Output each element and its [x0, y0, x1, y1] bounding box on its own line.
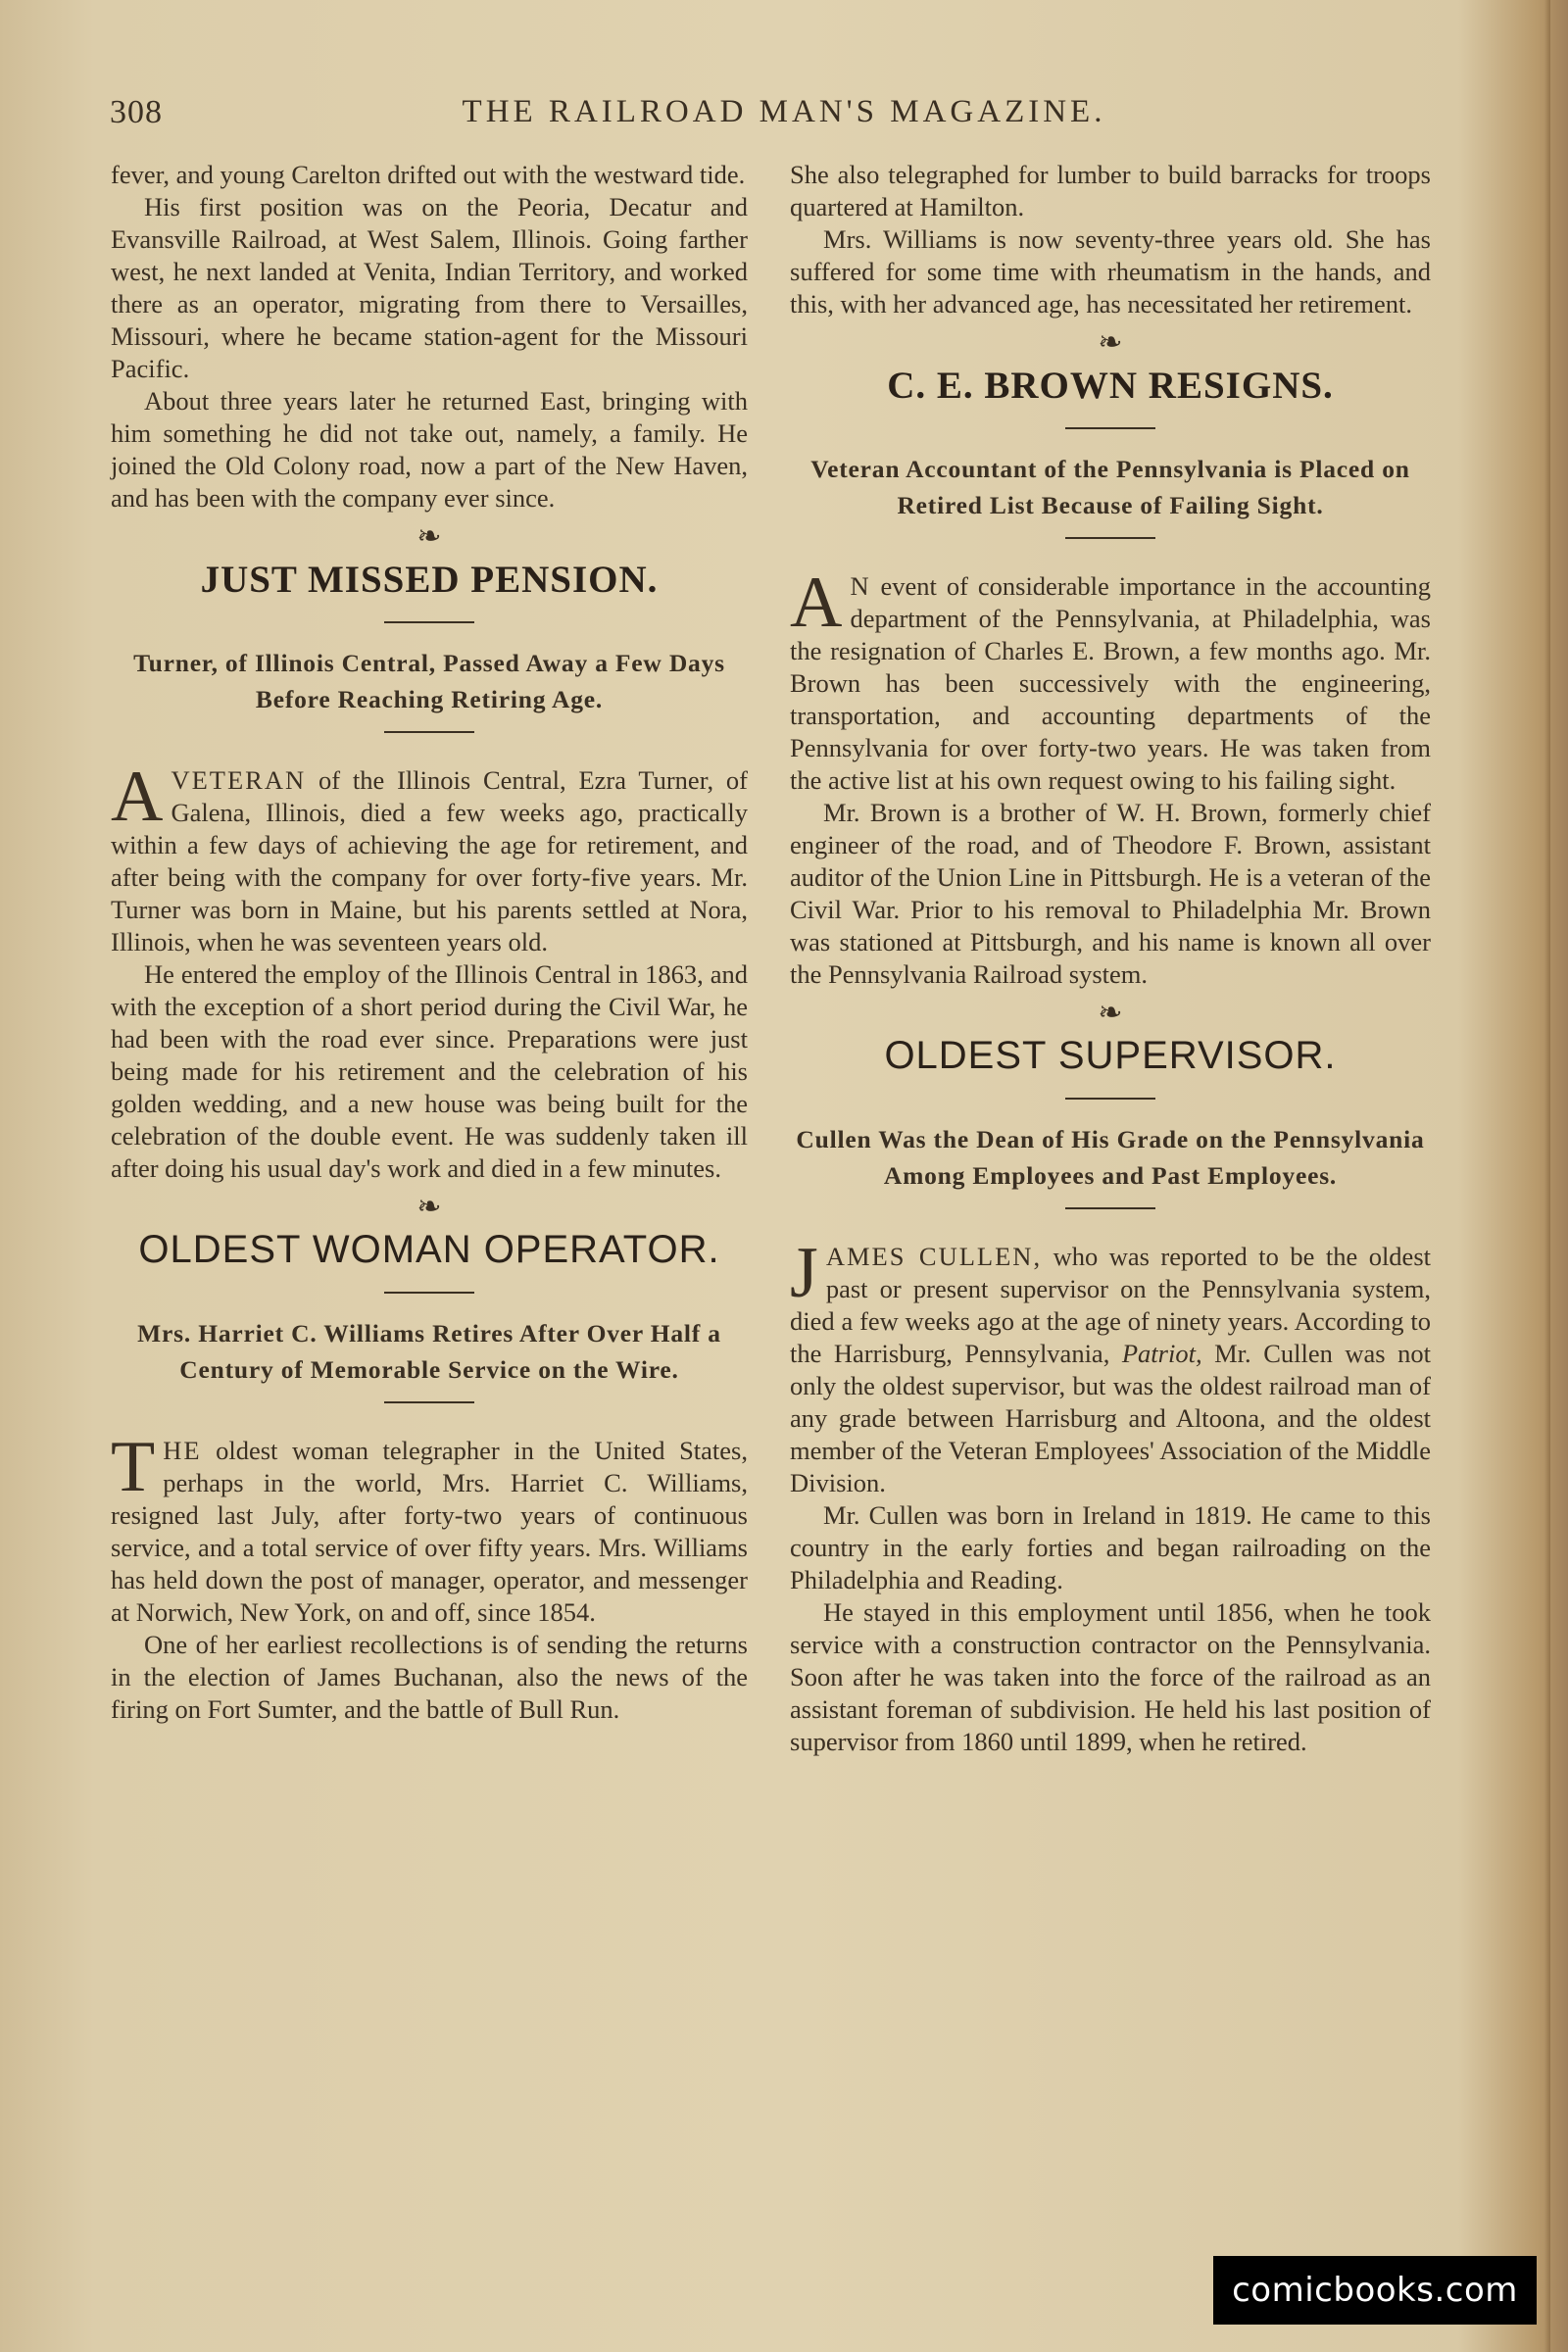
- drop-cap: J: [790, 1233, 818, 1313]
- drop-cap: T: [111, 1427, 156, 1507]
- drop-cap: A: [111, 757, 164, 837]
- paragraph: Mr. Cullen was born in Ireland in 1819. He came to this country in the early forties and began railroading on the Philadelphia and Reading.: [790, 1500, 1431, 1594]
- article-paragraph: [111, 757, 748, 958]
- article-subtitle: Veteran Accountant of the Pennsylvania is Placed on Retired List Because of Failing Sight.: [810, 455, 1410, 519]
- article-subtitle: Turner, of Illinois Central, Passed Away a Few Days Before Reaching Retiring Age.: [133, 649, 725, 713]
- article-subtitle: Mrs. Harriet C. Williams Retires After Over Half a Century of Memorable Service on the Wire.: [137, 1319, 721, 1384]
- paragraph-text: who was reported to be the oldest past or present supervisor on the Pennsylvania system, died a few weeks ago at the age of ninety years. According to the Harrisburg, Pennsylvania,: [790, 1242, 1431, 1368]
- paragraph: She also telegraphed for lumber to build barracks for troops quartered at Hamilton.: [790, 160, 1431, 221]
- divider: [384, 1292, 474, 1294]
- divider: [384, 731, 474, 733]
- divider: [1065, 1207, 1155, 1209]
- page-edge-shadow: [1544, 0, 1550, 2352]
- article-title: OLDEST WOMAN OPERATOR.: [138, 1228, 720, 1271]
- divider: [1065, 427, 1155, 429]
- article-paragraph: [790, 563, 1431, 797]
- article-paragraph: [111, 1427, 748, 1629]
- running-title: THE RAILROAD MAN'S MAGAZINE.: [462, 94, 1106, 129]
- paragraph-text: of the Illinois Central, Ezra Turner, of Galena, Illinois, died a few weeks ago, practically within a few days of achieving the age for retirement, and after being with the company for over forty-five years. Mr. Turner was born in Maine, but his parents settled at Nora, Illinois, when he was seventeen years old.: [111, 765, 748, 956]
- article-title: JUST MISSED PENSION.: [200, 559, 659, 601]
- divider: [384, 621, 474, 623]
- ornament-icon: ❧: [1098, 997, 1123, 1029]
- ornament-icon: ❧: [1098, 326, 1123, 359]
- lead-word: VETERAN: [171, 765, 307, 795]
- divider: [1065, 1098, 1155, 1100]
- lead-word: N: [850, 571, 871, 601]
- drop-cap: A: [790, 563, 843, 643]
- ornament-icon: ❧: [416, 520, 442, 553]
- lead-word: AMES CULLEN,: [825, 1242, 1043, 1271]
- lead-word: HE: [163, 1436, 202, 1465]
- paragraph-text: Mr. Cullen was not only the oldest supervisor, but was the oldest railroad man of any grade between Harrisburg and Altoona, and the oldest member of the Veteran Employees' Association of the Middle Division.: [790, 1339, 1431, 1497]
- left-column: [111, 159, 748, 1726]
- paragraph: fever, and young Carelton drifted out with the westward tide.: [111, 160, 746, 189]
- article-subtitle: Cullen Was the Dean of His Grade on the Pennsylvania Among Employees and Past Employees.: [796, 1125, 1425, 1190]
- right-column: [790, 159, 1431, 1758]
- watermark: comicbooks.com: [1213, 2256, 1537, 2325]
- paragraph: One of her earliest recollections is of sending the returns in the election of James Buchanan, also the news of the firing on Fort Sumter, and the battle of Bull Run.: [111, 1630, 748, 1724]
- page-number: 308: [110, 94, 163, 130]
- paragraph: About three years later he returned East, bringing with him something he did not take out, namely, a family. He joined the Old Colony road, now a part of the New Haven, and has been with the company ever since.: [111, 386, 748, 513]
- paragraph: Mr. Brown is a brother of W. H. Brown, formerly chief engineer of the road, and of Theodore F. Brown, assistant auditor of the Union Line in Pittsburgh. He is a veteran of the Civil War. Prior to his removal to Philadelphia Mr. Brown was stationed at Pittsburgh, and his name is known all over the Pennsylvania Railroad system.: [790, 798, 1431, 989]
- paragraph-text: event of considerable importance in the accounting department of the Pennsylvania, at Philadelphia, was the resignation of Charles E. Brown, a few months ago. Mr. Brown has been successively with the engineering, transportation, and accounting departments of the Pennsylvania for over forty-two years. He was taken from the active list at his own request owing to his failing sight.: [790, 571, 1431, 795]
- paragraph: He stayed in this employment until 1856, when he took service with a construction contractor on the Pennsylvania. Soon after he was taken into the force of the railroad as an assistant foreman of subdivision. He held his last position of supervisor from 1860 until 1899, when he retired.: [790, 1597, 1431, 1756]
- paragraph: His first position was on the Peoria, Decatur and Evansville Railroad, at West Salem, Illinois. Going farther west, he next landed at Venita, Indian Territory, and worked there as an operator, migrating from there to Versailles, Missouri, where he became station-agent for the Missouri Pacific.: [111, 192, 748, 383]
- paragraph: He entered the employ of the Illinois Central in 1863, and with the exception of a short period during the Civil War, he had been with the road ever since. Preparations were just being made for his retirement and the celebration of his golden wedding, and a new house was being built for the celebration of the double event. He was suddenly taken ill after doing his usual day's work and died in a few minutes.: [111, 959, 748, 1183]
- paragraph: Mrs. Williams is now seventy-three years old. She has suffered for some time with rheumatism in the hands, and this, with her advanced age, has necessitated her retirement.: [790, 224, 1431, 318]
- paragraph-text: oldest woman telegrapher in the United States, perhaps in the world, Mrs. Harriet C. Williams, resigned last July, after forty-two years of continuous service, and a total service of over fifty years. Mrs. Williams has held down the post of manager, operator, and messenger at Norwich, New York, on and off, since 1854.: [111, 1436, 748, 1627]
- article-paragraph: [790, 1233, 1431, 1499]
- divider: [384, 1401, 474, 1403]
- page-header: [110, 94, 1458, 133]
- ornament-icon: ❧: [416, 1191, 442, 1223]
- newspaper-name: Patriot,: [1121, 1339, 1202, 1368]
- divider: [1065, 537, 1155, 539]
- article-title: C. E. BROWN RESIGNS.: [887, 365, 1334, 407]
- article-title: OLDEST SUPERVISOR.: [884, 1034, 1337, 1077]
